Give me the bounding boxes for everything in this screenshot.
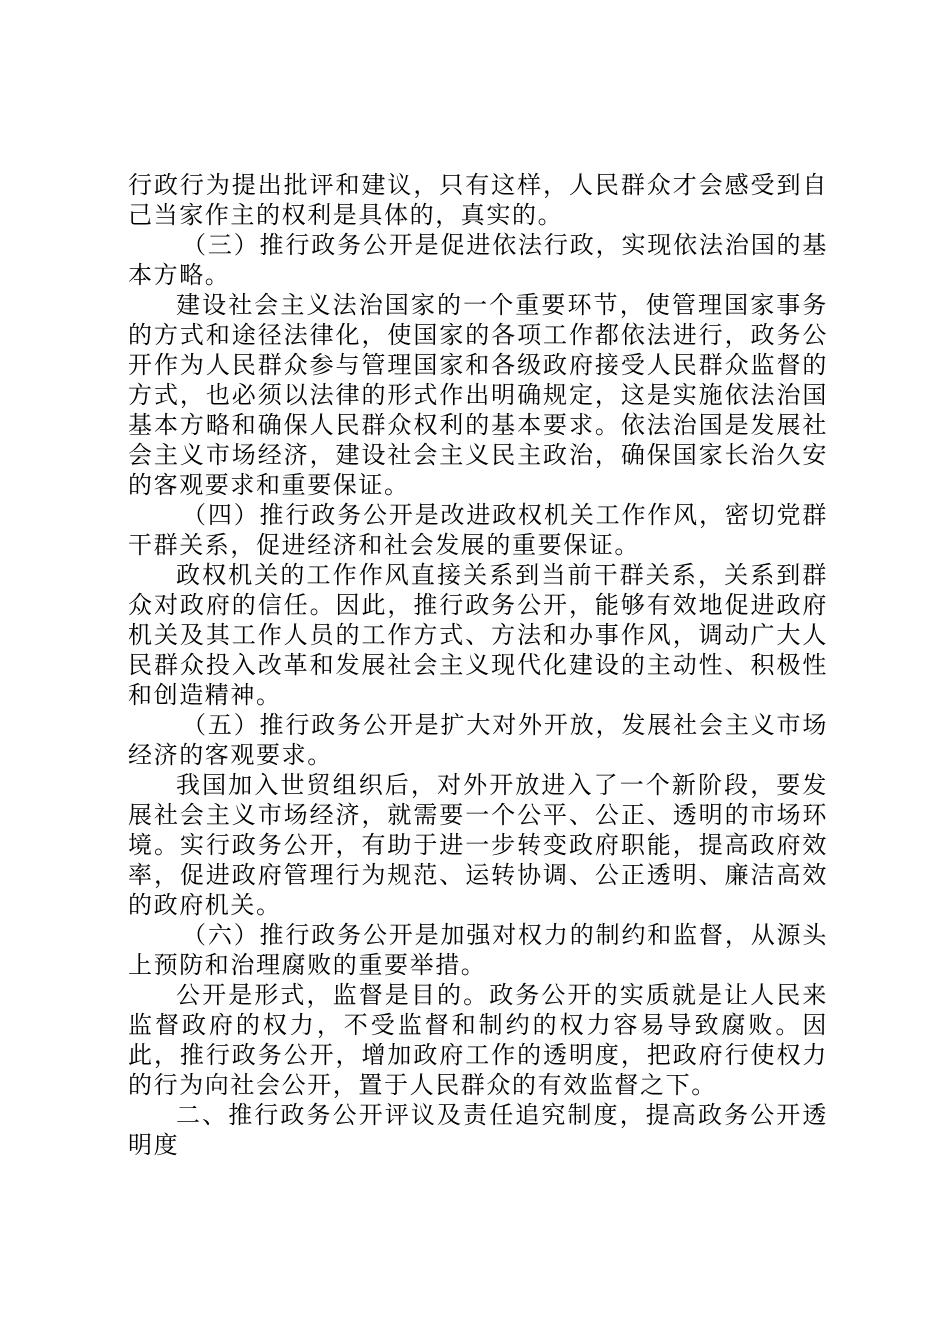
- section-heading-4: （四）推行政务公开是改进政权机关工作作风，密切党群干群关系，促进经济和社会发展的重要保证。: [128, 501, 828, 559]
- paragraph: 建设社会主义法治国家的一个重要环节，使管理国家事务的方式和途径法律化，使国家的各项工作都依法进行，政务公开作为人民群众参与管理国家和各级政府接受人民群众监督的方式，也必须以法律的形式作出明确规定，这是实施依法治国基本方略和确保人民群众权利的基本要求。依法治国是发展社会主义市场经济，建设社会主义民主政治，确保国家长治久安的客观要求和重要保证。: [128, 291, 828, 499]
- paragraph-continuation: 行政行为提出批评和建议，只有这样，人民群众才会感受到自己当家作主的权利是具体的，真实的。: [128, 171, 828, 229]
- document-body: [128, 170, 828, 1160]
- section-heading-2: 二、推行政务公开评议及责任追究制度，提高政务公开透明度: [128, 1101, 828, 1159]
- section-heading-5: （五）推行政务公开是扩大对外开放，发展社会主义市场经济的客观要求。: [128, 711, 828, 769]
- section-heading-3: （三）推行政务公开是促进依法行政，实现依法治国的基本方略。: [128, 231, 828, 289]
- paragraph: 政权机关的工作作风直接关系到当前干群关系，关系到群众对政府的信任。因此，推行政务公开，能够有效地促进政府机关及其工作人员的工作方式、方法和办事作风，调动广大人民群众投入改革和发展社会主义现代化建设的主动性、积极性和创造精神。: [128, 561, 828, 709]
- paragraph: 公开是形式，监督是目的。政务公开的实质就是让人民来监督政府的权力，不受监督和制约的权力容易导致腐败。因此，推行政务公开，增加政府工作的透明度，把政府行使权力的行为向社会公开，置于人民群众的有效监督之下。: [128, 981, 828, 1099]
- section-heading-6: （六）推行政务公开是加强对权力的制约和监督，从源头上预防和治理腐败的重要举措。: [128, 921, 828, 979]
- paragraph: 我国加入世贸组织后，对外开放进入了一个新阶段，要发展社会主义市场经济，就需要一个公平、公正、透明的市场环境。实行政务公开，有助于进一步转变政府职能，提高政府效率，促进政府管理行为规范、运转协调、公正透明、廉洁高效的政府机关。: [128, 771, 828, 919]
